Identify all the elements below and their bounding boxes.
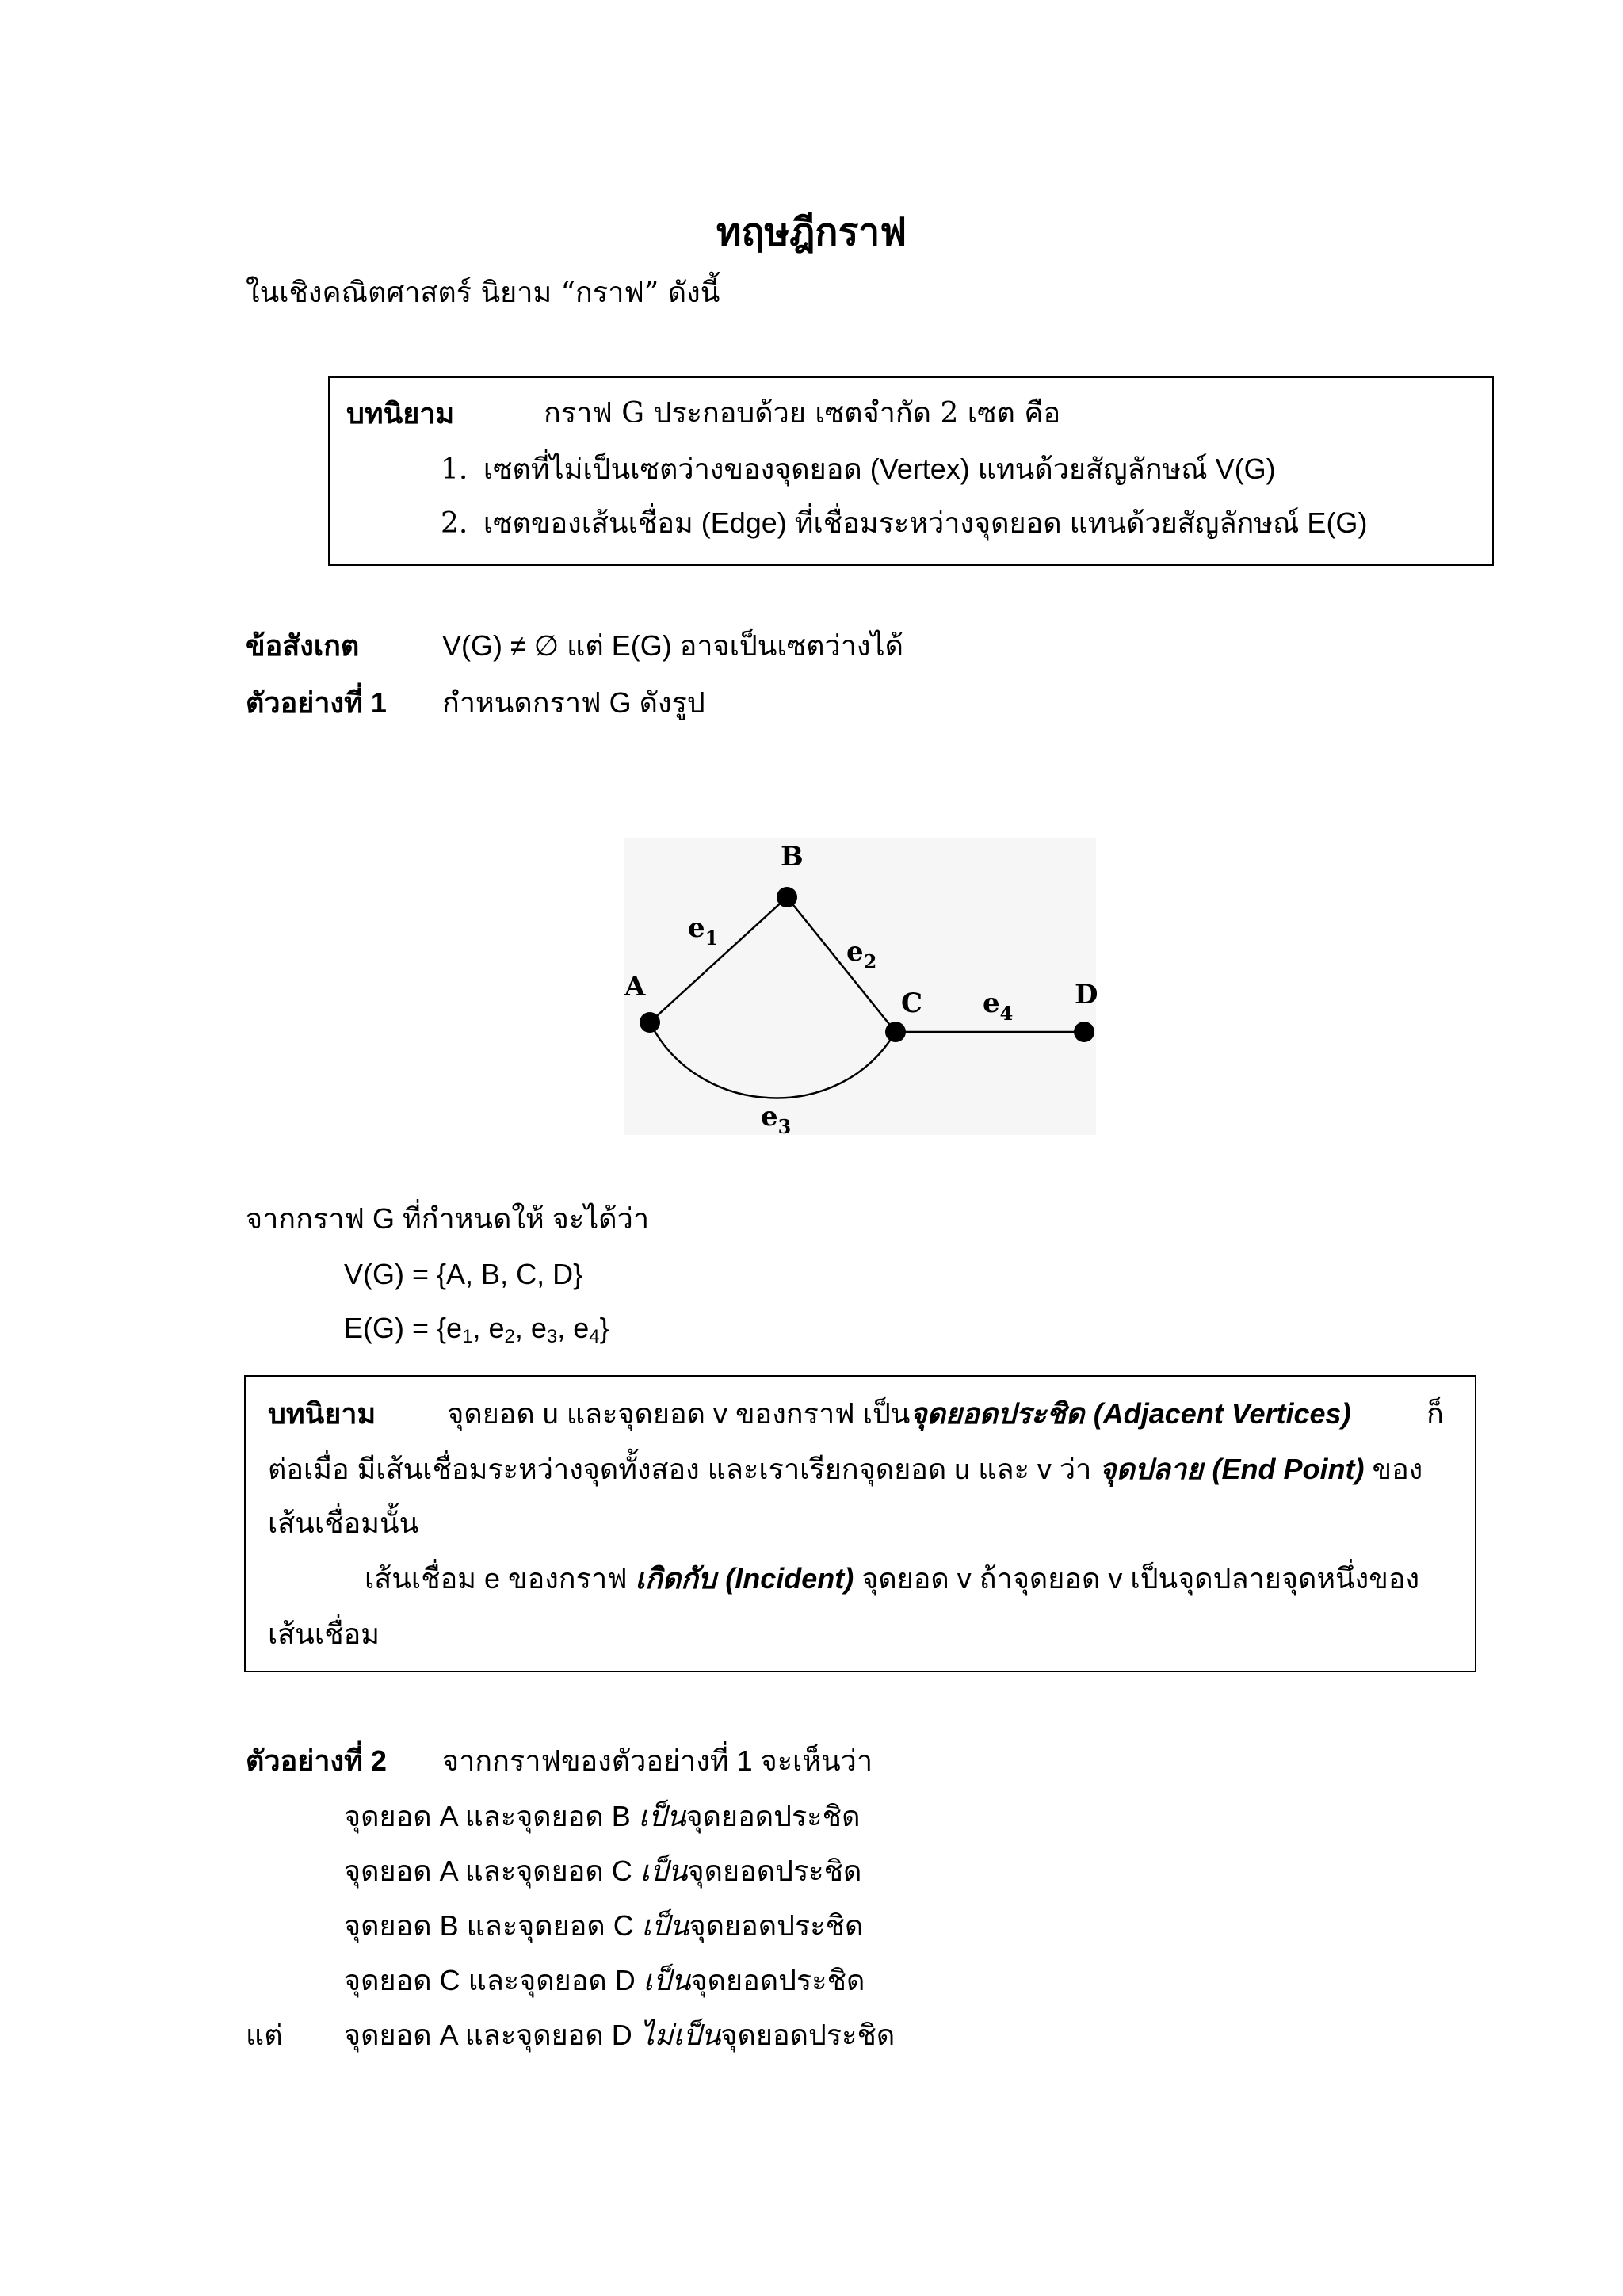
item-text: เซตของเส้นเชื่อม (Edge) ที่เชื่อมระหว่างจุดยอด แทนด้วยสัญลักษณ์ E(G) <box>483 506 1368 539</box>
definition-2-line-3: เส้นเชื่อมนั้น <box>268 1507 419 1539</box>
example-2-label: ตัวอย่างที่ 2 <box>246 1744 387 1777</box>
observation-text: V(G) ≠ ∅ แต่ E(G) อาจเป็นเซตว่างได้ <box>442 629 903 662</box>
vertex-set: V(G) = {A, B, C, D} <box>344 1258 583 1290</box>
page-title: ทฤษฎีกราฟ <box>716 210 907 254</box>
example-2-line-2: จุดยอด A และจุดยอด C เป็นจุดยอดประชิด <box>344 1855 862 1887</box>
term-incident: (Incident) <box>725 1562 854 1595</box>
item-text: เซตที่ไม่เป็นเซตว่างของจุดยอด (Vertex) แทนด้วยสัญลักษณ์ V(G) <box>483 453 1276 485</box>
example-2-line-4: จุดยอด C และจุดยอด D เป็นจุดยอดประชิด <box>344 1964 865 1996</box>
intro-text: ในเชิงคณิตศาสตร์ นิยาม “กราฟ” ดังนี้ <box>246 277 720 309</box>
example-2-line-3: จุดยอด B และจุดยอด C เป็นจุดยอดประชิด <box>344 1909 864 1942</box>
vertex-c <box>885 1022 906 1042</box>
vertex-label-a: A <box>624 971 646 1003</box>
edge-label-e2: $e_2$ <box>846 936 877 973</box>
edge-set: $E(G) = \{e_1$, $e_2$, $e_3$, $e_4$} <box>344 1312 609 1347</box>
example-2-text: จากกราฟของตัวอย่างที่ 1 จะเห็นว่า <box>442 1744 873 1777</box>
definition-2-line-5: เส้นเชื่อม <box>268 1618 380 1650</box>
edge-label-e1: $e_1$ <box>688 912 719 949</box>
but-label: แต่ <box>246 2019 283 2051</box>
definition-2-line-1-end: ก็ <box>1426 1397 1444 1430</box>
observation-label: ข้อสังเกต <box>246 629 360 662</box>
definition-2-line-2: ต่อเมื่อ มีเส้นเชื่อมระหว่างจุดทั้งสอง และเราเรียกจุดยอด u และ v ว่า จุดปลาย (End Point) ของ <box>268 1453 1423 1486</box>
vertex-label-c: C <box>901 988 923 1019</box>
example-2-line-1: จุดยอด A และจุดยอด B เป็นจุดยอดประชิด <box>344 1800 861 1832</box>
from-graph-text: จากกราฟ G ที่กำหนดให้ จะได้ว่า <box>246 1202 650 1235</box>
edge-e2 <box>787 897 896 1032</box>
definition-2-line-1: บทนิยาม จุดยอด u และจุดยอด v ของกราฟ เป็นจุดยอดประชิด (Adjacent Vertices) <box>268 1397 1351 1431</box>
definition-label: บทนิยาม <box>268 1397 376 1431</box>
term-adjacent-vertices: (Adjacent Vertices) <box>1093 1397 1351 1430</box>
definition-2-line-4: เส้นเชื่อม e ของกราฟ เกิดกับ (Incident) จุดยอด v ถ้าจุดยอด v เป็นจุดปลายจุดหนึ่งของ <box>365 1562 1420 1595</box>
edge-e1 <box>650 897 787 1022</box>
edge-label-e3: $e_3$ <box>761 1101 792 1138</box>
item-number: 1. <box>441 453 468 486</box>
definition-box-2 <box>244 1375 1476 1672</box>
definition-text: กราฟ G ประกอบด้วย เซตจำกัด 2 เซต คือ <box>544 397 1061 430</box>
example-2-line-5: จุดยอด A และจุดยอด D ไม่เป็นจุดยอดประชิด <box>344 2019 896 2051</box>
vertex-d <box>1074 1022 1094 1042</box>
edge-label-e4: $e_4$ <box>983 988 1014 1025</box>
vertex-label-d: D <box>1075 979 1098 1010</box>
vertex-label-b: B <box>781 841 804 873</box>
vertex-b <box>777 887 797 907</box>
example-1-text: กำหนดกราฟ G ดังรูป <box>442 686 705 719</box>
term-end-point: (End Point) <box>1212 1453 1365 1485</box>
item-number: 2. <box>441 507 468 540</box>
vertex-a <box>640 1012 660 1033</box>
example-1-label: ตัวอย่างที่ 1 <box>246 686 387 719</box>
definition-label: บทนิยาม <box>346 397 455 430</box>
edge-e3 <box>650 1022 896 1098</box>
